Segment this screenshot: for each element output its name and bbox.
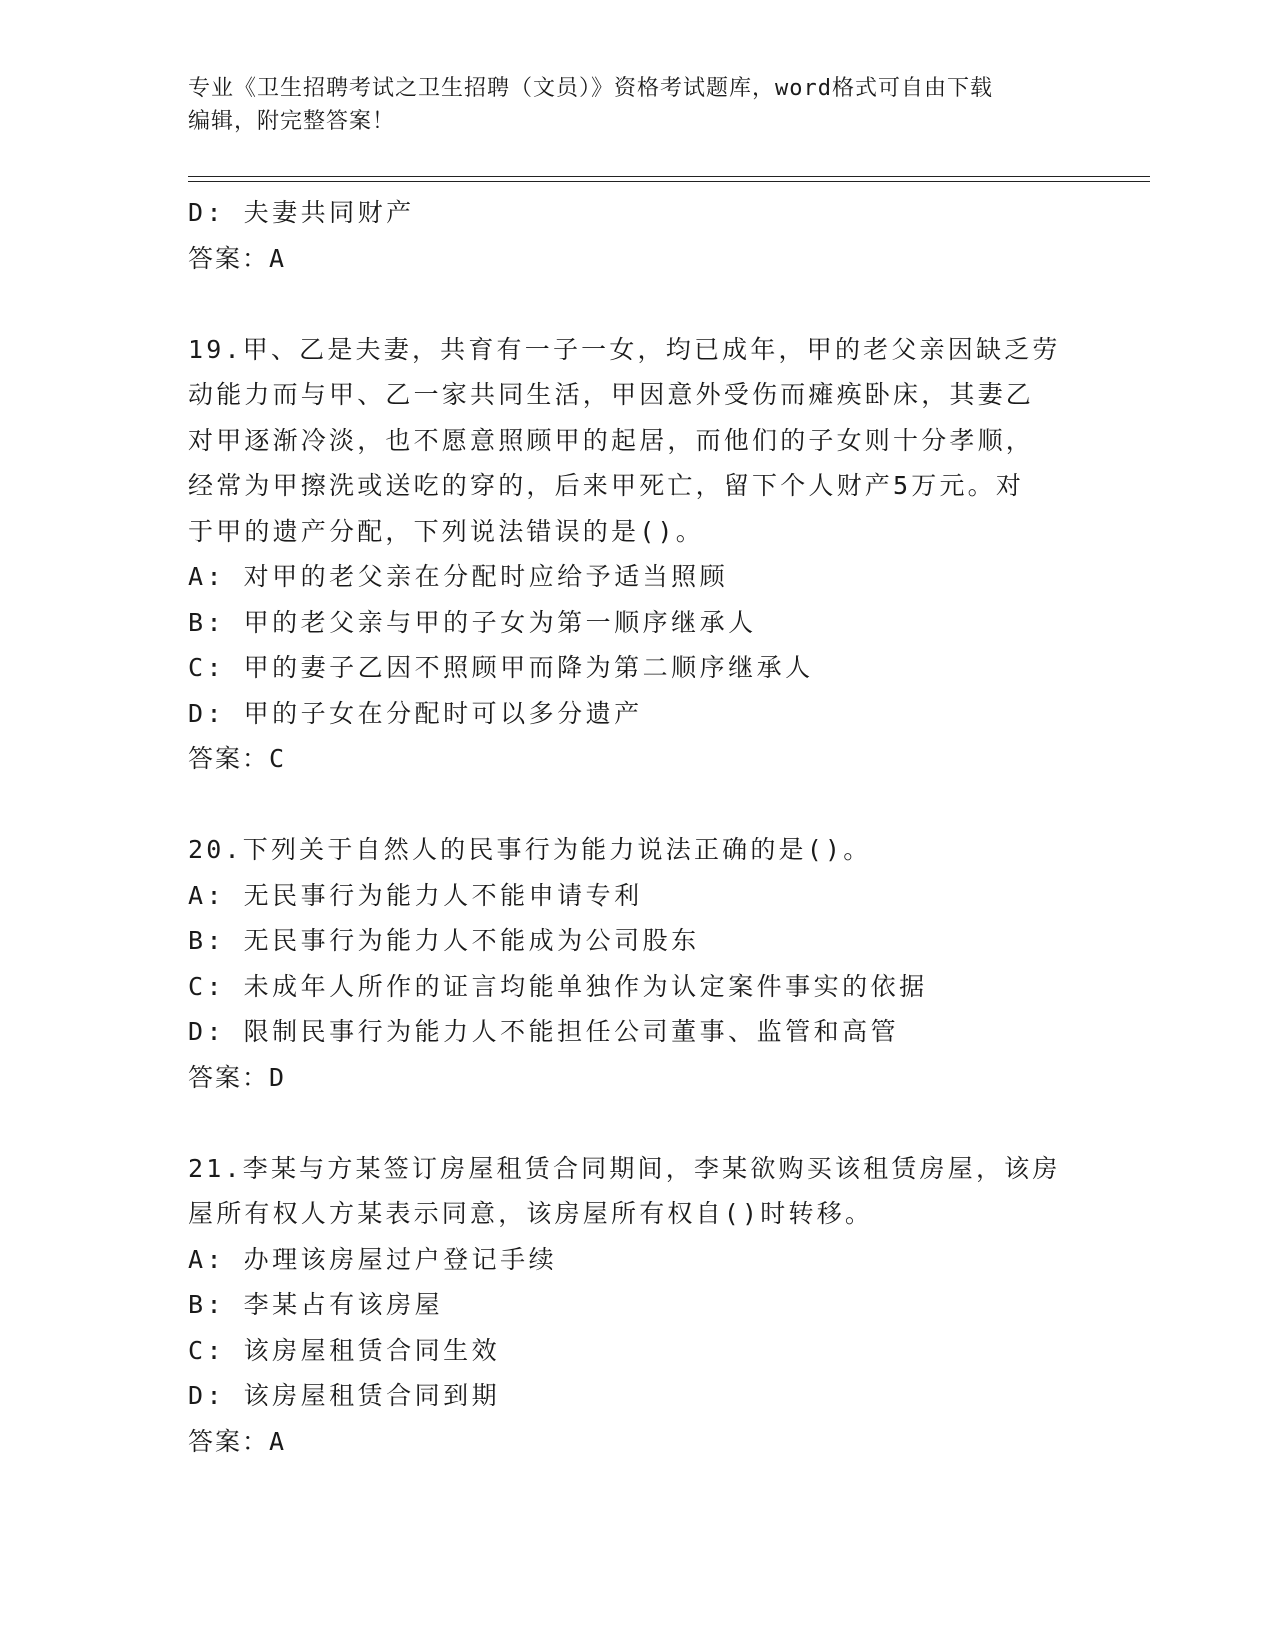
- answer-value: A: [269, 243, 287, 273]
- option-d: D: 限制民事行为能力人不能担任公司董事、监管和高管: [188, 1017, 900, 1046]
- answer-label: 答案：: [188, 1062, 270, 1092]
- answer-value: D: [269, 1062, 287, 1092]
- answer-line: [188, 1055, 1088, 1101]
- question-19: [188, 327, 1088, 782]
- header-line-1: 专业《卫生招聘考试之卫生招聘（文员）》资格考试题库，word格式可自由下载: [188, 76, 993, 101]
- question-text-line: 19.甲、乙是夫妻，共育有一子一女，均已成年，甲的老父亲因缺乏劳: [188, 334, 1061, 364]
- question-text: [188, 1146, 1088, 1237]
- spacer: [188, 782, 1088, 828]
- question-text-line: 动能力而与甲、乙一家共同生活，甲因意外受伤而瘫痪卧床，其妻乙: [188, 380, 1035, 409]
- answer-value: A: [269, 1426, 287, 1456]
- answer-label: 答案：: [188, 243, 270, 273]
- option-d: D: 夫妻共同财产: [188, 198, 415, 227]
- answer-line: [188, 1419, 1088, 1465]
- option-b: B: 甲的老父亲与甲的子女为第一顺序继承人: [188, 607, 757, 637]
- option-d: D: 甲的子女在分配时可以多分遗产: [188, 698, 643, 728]
- answer-line: [188, 736, 1088, 782]
- option-c: C: 该房屋租赁合同生效: [188, 1335, 501, 1365]
- question-text: [188, 827, 1088, 873]
- option-d: D: 该房屋租赁合同到期: [188, 1381, 501, 1410]
- option-a: A: 对甲的老父亲在分配时应给予适当照顾: [188, 562, 729, 591]
- page-header: [188, 72, 1088, 138]
- question-text-line: 21.李某与方某签订房屋租赁合同期间，李某欲购买该租赁房屋，该房: [188, 1153, 1061, 1183]
- question-21: [188, 1146, 1088, 1465]
- question-text-line: 对甲逐渐冷淡，也不愿意照顾甲的起居，而他们的子女则十分孝顺，: [188, 425, 1035, 455]
- question-text-line: 20.下列关于自然人的民事行为能力说法正确的是()。: [188, 835, 872, 864]
- question-text-line: 于甲的遗产分配，下列说法错误的是()。: [188, 516, 704, 546]
- question-20: [188, 827, 1088, 1100]
- answer-label: 答案：: [188, 1426, 270, 1456]
- option-c: C: 未成年人所作的证言均能单独作为认定案件事实的依据: [188, 971, 928, 1001]
- spacer: [188, 281, 1088, 327]
- question-18-tail: [188, 190, 1088, 281]
- question-text: [188, 327, 1088, 555]
- answer-value: C: [269, 744, 287, 773]
- header-divider-bottom: [188, 181, 1150, 182]
- header-line-2: 编辑，附完整答案！: [188, 109, 396, 134]
- spacer: [188, 1100, 1088, 1146]
- option-a: A: 办理该房屋过户登记手续: [188, 1244, 558, 1274]
- option-b: B: 无民事行为能力人不能成为公司股东: [188, 926, 700, 955]
- answer-label: 答案：: [188, 744, 270, 773]
- option-b: B: 李某占有该房屋: [188, 1290, 444, 1319]
- option-c: C: 甲的妻子乙因不照顾甲而降为第二顺序继承人: [188, 653, 814, 682]
- answer-line: [188, 236, 1088, 282]
- question-list: [188, 190, 1088, 1464]
- question-text-line: 屋所有权人方某表示同意，该房屋所有权自()时转移。: [188, 1199, 874, 1228]
- question-text-line: 经常为甲擦洗或送吃的穿的，后来甲死亡，留下个人财产5万元。对: [188, 471, 1025, 500]
- header-divider-top: [188, 176, 1150, 177]
- option-a: A: 无民事行为能力人不能申请专利: [188, 880, 643, 910]
